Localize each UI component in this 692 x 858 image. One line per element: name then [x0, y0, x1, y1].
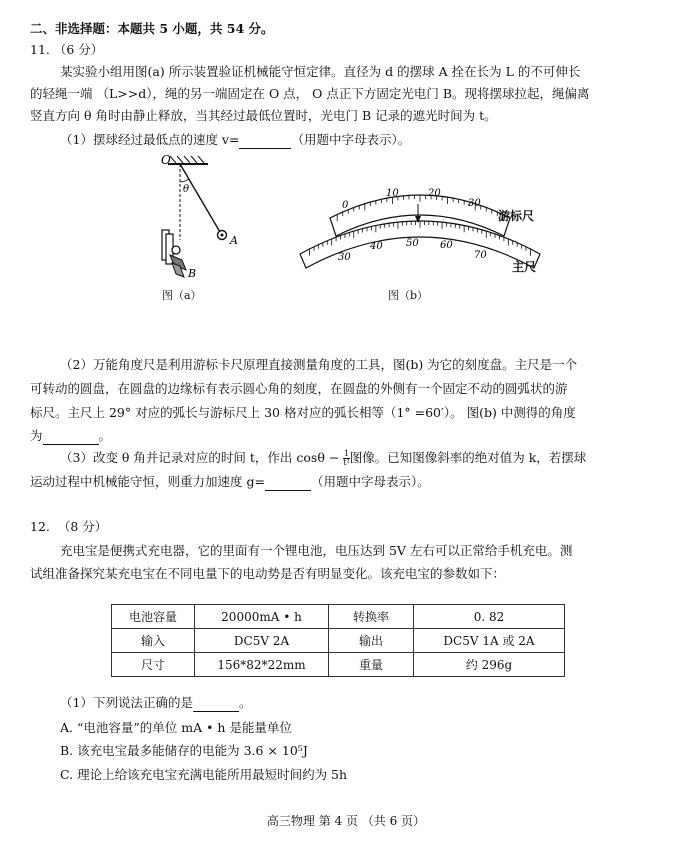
- vernier-tick-20: 20: [428, 188, 441, 199]
- q11-sub1-text: （1）摆球经过最低点的速度 v=: [60, 132, 240, 147]
- table-cell: 约 296g: [414, 653, 565, 677]
- q11-sub1: [60, 131, 410, 149]
- main-tick-40: 40: [370, 241, 383, 252]
- table-cell: 输出: [329, 629, 414, 653]
- q11-intro-line-3: 竖直方向 θ 角时由静止释放，当其经过最低位置时，光电门 B 记录的遮光时间为 t。: [30, 108, 497, 123]
- q11-sub3-text-d: （用题中字母表示）。: [310, 474, 430, 489]
- page-footer: 高三物理 第 4 页 （共 6 页）: [266, 814, 426, 828]
- q11-heading: [30, 41, 103, 59]
- q11-sub3-line-2: [30, 473, 430, 491]
- label-theta: θ: [183, 184, 190, 195]
- main-tick-30: 30: [338, 252, 351, 263]
- answer-blank[interactable]: [43, 444, 99, 445]
- figure-a-caption: 图（a）: [162, 289, 202, 302]
- table-cell: DC5V 1A 或 2A: [414, 629, 565, 653]
- q11-sub3-line-1: [60, 449, 586, 467]
- label-B: B: [188, 267, 197, 280]
- q12-sub1: [60, 694, 251, 712]
- q11-sub2-line-1: （2）万能角度尺是利用游标卡尺原理直接测量角度的工具，图(b) 为它的刻度盘。主尺是一个: [60, 357, 578, 372]
- q11-sub2-line-3: 标尺。主尺上 29° 对应的弧长与游标尺上 30 格对应的弧长相等（1° =60′）。 图(b) 中测得的角度: [30, 405, 576, 420]
- option-b: B. 该充电宝最多能储存的电能为 3.6 × 10⁵J: [60, 743, 308, 758]
- figure-b-caption: 图（b）: [388, 289, 429, 302]
- q12-sub1-suffix: 。: [238, 695, 252, 710]
- q11-sub1-suffix: （用题中字母表示）。: [291, 132, 411, 147]
- answer-blank[interactable]: [239, 148, 291, 149]
- section-header: 二、非选择题：本题共 5 小题，共 54 分。: [30, 21, 274, 36]
- option-c: C. 理论上给该充电宝充满电能所用最短时间约为 5h: [60, 767, 348, 782]
- q11-points: （6 分）: [53, 42, 104, 57]
- answer-blank[interactable]: [193, 711, 239, 712]
- q11-number: 11.: [30, 42, 50, 57]
- table-cell: 重量: [329, 653, 414, 677]
- q11-sub3-text-a: （3）改变 θ 角并记录对应的时间 t，作出 cosθ −: [60, 450, 340, 465]
- q12-intro-line-1: 充电宝是便携式充电器，它的里面有一个锂电池，电压达到 5V 左右可以正常给手机充电。测: [60, 543, 573, 558]
- figure-b-protractor: [290, 178, 550, 298]
- table-cell: 20000mA • h: [195, 605, 329, 629]
- main-tick-60: 60: [440, 240, 453, 251]
- table-cell: 156*82*22mm: [195, 653, 329, 677]
- table-row: [112, 605, 565, 629]
- q11-intro-line-2: 的轻绳一端 （L>>d），绳的另一端固定在 O 点， O 点正下方固定光电门 B。现将摆球拉起，绳偏离: [30, 86, 590, 101]
- table-cell: 尺寸: [112, 653, 195, 677]
- q11-sub2-prefix: 为: [30, 428, 43, 443]
- q11-sub3-text-c: 运动过程中机械能守恒，则重力加速度 g=: [30, 474, 265, 489]
- q12-sub1-text: （1）下列说法正确的是: [60, 695, 193, 710]
- table-cell: 电池容量: [112, 605, 195, 629]
- frac-numerator: 1: [343, 449, 350, 458]
- vernier-tick-30: 30: [468, 198, 481, 209]
- table-cell: 输入: [112, 629, 195, 653]
- label-A: A: [230, 234, 238, 247]
- main-tick-50: 50: [406, 238, 419, 249]
- figure-a-pendulum: [150, 152, 260, 302]
- q12-heading: [30, 518, 107, 536]
- q11-sub2-line-4: [30, 427, 111, 445]
- vernier-tick-10: 10: [386, 188, 399, 199]
- q11-sub2-suffix: 。: [98, 428, 112, 443]
- q11-sub2-line-2: 可转动的圆盘，在圆盘的边缘标有表示圆心角的刻度，在圆盘的外侧有一个固定不动的圆弧状的游: [30, 381, 568, 396]
- q12-points: （8 分）: [57, 519, 108, 534]
- table-cell: DC5V 2A: [195, 629, 329, 653]
- frac-denominator: t²: [343, 458, 350, 467]
- table-cell: 转换率: [329, 605, 414, 629]
- label-O: O: [161, 153, 171, 167]
- answer-blank[interactable]: [265, 490, 311, 491]
- table-row: [112, 653, 565, 677]
- q11-intro-line-1: 某实验小组用图(a) 所示装置验证机械能守恒定律。直径为 d 的摆球 A 拴在长为 L 的不可伸长: [60, 64, 581, 79]
- option-a: A. “电池容量”的单位 mA • h 是能量单位: [60, 720, 292, 735]
- q12-intro-line-2: 试组准备探究某充电宝在不同电量下的电动势是否有明显变化。该充电宝的参数如下：: [30, 566, 506, 581]
- table-row: [112, 629, 565, 653]
- vernier-label: 游标尺: [498, 209, 535, 223]
- q11-sub3-text-b: 图像。已知图像斜率的绝对值为 k，若摆球: [349, 450, 587, 465]
- vernier-tick-0: 0: [342, 200, 349, 211]
- main-tick-70: 70: [474, 250, 487, 261]
- charger-params-table: [111, 604, 565, 677]
- q12-number: 12.: [30, 519, 50, 534]
- main-scale-label: 主尺: [512, 260, 537, 274]
- table-cell: 0. 82: [414, 605, 565, 629]
